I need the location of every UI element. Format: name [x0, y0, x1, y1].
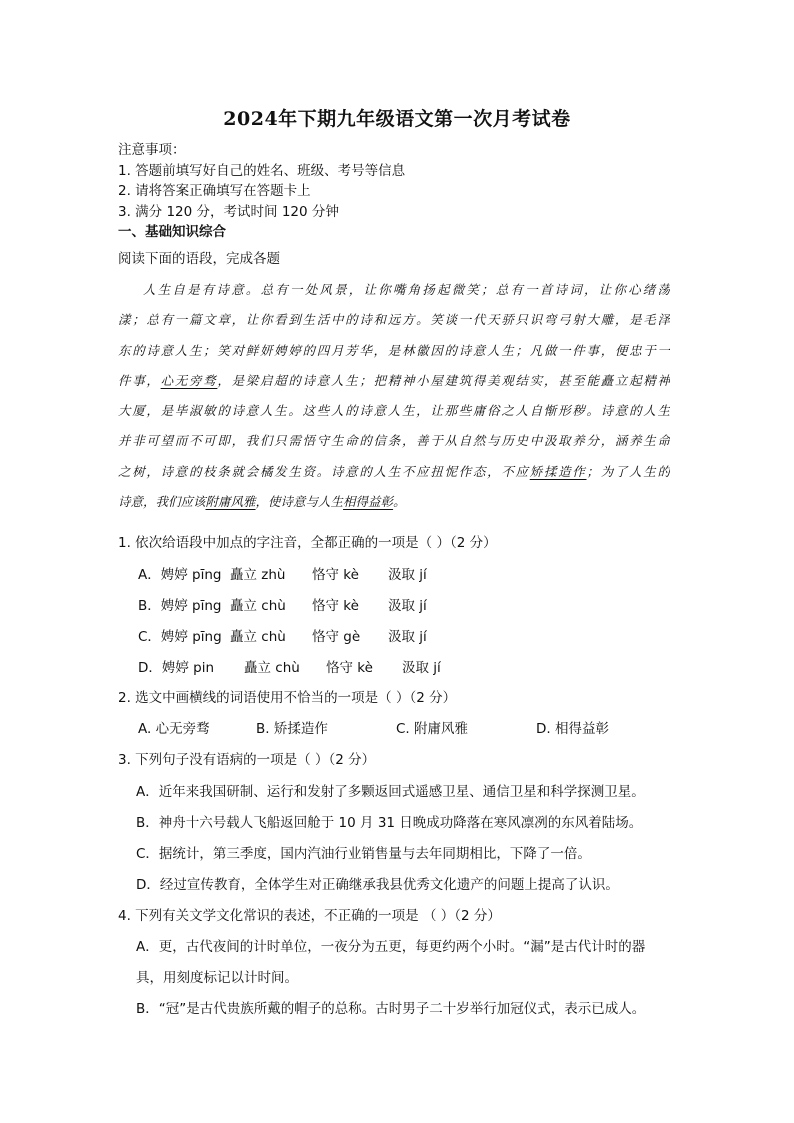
passage-text: 并非可望而不可即，我们只需悟守生命的信条，善于从自然与历史中汲取养分，涵养生命: [118, 433, 670, 449]
question-4-stem: 4. 下列有关文学文化常识的表述，不正确的一项是 （ ）（2 分）: [118, 908, 501, 924]
passage-text: 诗意，我们应该: [118, 494, 206, 510]
passage-text: ，使诗意与人生: [255, 494, 344, 510]
passage-text: 东的诗意人生；笑对鲜妍娉婷的四月芳华，是林徽因的诗意人生；凡做一件事，便忠于一: [118, 342, 670, 358]
question-1-option-d[interactable]: [138, 656, 441, 676]
option-part: B．娉婷 pīng: [138, 598, 222, 614]
question-3-option-b[interactable]: B．神舟十六号载人飞船返回舱于 10 月 31 日晚成功降落在寒风凛冽的东风着陆场。: [136, 815, 643, 831]
option-part: 汲取 jí: [388, 598, 427, 614]
option-part: 矗立 zhù: [230, 567, 286, 583]
question-2-option-b[interactable]: B. 矫揉造作: [256, 721, 328, 737]
exam-title: 2024年下期九年级语文第一次月考试卷: [223, 108, 571, 130]
option-part: 汲取 jí: [388, 629, 427, 645]
passage-text: 人生自是有诗意。总有一处风景，让你嘴角扬起微笑；总有一首诗词，让你心绪荡: [143, 282, 670, 297]
option-part: 矗立 chù: [230, 629, 286, 645]
passage-line: [118, 308, 670, 338]
option-part: 汲取 jí: [388, 567, 427, 583]
option-part: 恪守 kè: [312, 598, 359, 614]
section-heading: 一、基础知识综合: [118, 224, 226, 240]
question-2-option-c[interactable]: C. 附庸风雅: [396, 721, 469, 737]
passage-text: ，是梁启超的诗意人生；把精神小屋建筑得美观结实，甚至能矗立起精神: [217, 372, 670, 388]
option-part: 汲取 jí: [402, 660, 441, 676]
question-2-options: [138, 717, 609, 737]
question-3-option-d[interactable]: D．经过宣传教育，全体学生对正确继承我县优秀文化遗产的问题上提高了认识。: [136, 877, 619, 893]
option-part: A．娉婷 pīng: [138, 567, 222, 583]
notes-heading: 注意事项：: [118, 142, 186, 158]
passage-line: [118, 429, 670, 459]
notes-item: 2. 请将答案正确填写在答题卡上: [118, 183, 311, 199]
option-part: 矗立 chù: [244, 660, 300, 676]
question-3-stem: 3. 下列句子没有语病的一项是（ ）（2 分）: [118, 752, 376, 768]
passage-line: [118, 339, 670, 369]
option-part: 恪守 gè: [312, 629, 361, 645]
question-1-stem: 1. 依次给语段中加点的字注音，全都正确的一项是（ ）（2 分）: [118, 535, 497, 551]
option-part: D．娉婷 pin: [138, 660, 215, 676]
question-2-option-d[interactable]: D. 相得益彰: [536, 721, 609, 737]
question-1-option-b[interactable]: [138, 594, 427, 614]
underlined-term: 附庸风雅: [205, 494, 256, 510]
question-4-option-a[interactable]: A．更，古代夜间的计时单位，一夜分为五更，每更约两个小时。“漏”是古代计时的器: [136, 939, 646, 955]
question-4-option-a-cont: 具，用刻度标记以计时间。: [136, 970, 298, 986]
notes-item: 1. 答题前填写好自己的姓名、班级、考号等信息: [118, 162, 406, 179]
reading-passage: [118, 278, 670, 520]
question-1-option-a[interactable]: [138, 563, 427, 583]
question-3-option-a[interactable]: A．近年来我国研制、运行和发射了多颗返回式遥感卫星、通信卫星和科学探测卫星。: [136, 784, 645, 800]
option-part: C．娉婷 pīng: [138, 629, 222, 645]
question-3-option-c[interactable]: C．据统计，第三季度，国内汽油行业销售量与去年同期相比，下降了一倍。: [136, 846, 591, 862]
passage-line: [118, 278, 670, 308]
passage-line: [118, 399, 670, 429]
passage-line: [118, 490, 670, 520]
passage-line: [118, 460, 670, 490]
underlined-term: 矫揉造作: [529, 463, 587, 479]
notes-item: 3. 满分 120 分，考试时间 120 分钟: [118, 203, 339, 220]
option-part: 恪守 kè: [312, 567, 359, 583]
section-instruction: 阅读下面的语段，完成各题: [118, 251, 280, 267]
passage-text: ；为了人生的: [586, 463, 670, 479]
passage-line: [118, 369, 670, 399]
notes-block: [118, 140, 405, 243]
question-2-option-a[interactable]: A. 心无旁骛: [138, 721, 210, 737]
question-1-option-c[interactable]: [138, 625, 427, 645]
passage-text: 大厦，是毕淑敏的诗意人生。这些人的诗意人生，让那些庸俗之人自惭形秽。诗意的人生: [118, 403, 670, 419]
passage-text: 件事，: [118, 372, 161, 388]
underlined-term: 心无旁骛: [160, 372, 218, 388]
underlined-term: 相得益彰: [343, 494, 394, 510]
option-part: 恪守 kè: [326, 660, 373, 676]
question-4-option-b[interactable]: B．“冠”是古代贵族所戴的帽子的总称。古时男子二十岁举行加冠仪式，表示已成人。: [136, 1001, 646, 1017]
passage-text: 漾；总有一篇文章，让你看到生活中的诗和远方。笑谈一代天骄只识弯弓射大雕，是毛泽: [118, 312, 670, 328]
passage-text: 。: [393, 494, 406, 510]
question-2-stem: 2. 选文中画横线的词语使用不恰当的一项是（ ）（2 分）: [118, 690, 457, 706]
option-part: 矗立 chù: [230, 598, 286, 614]
passage-text: 之树，诗意的枝条就会橘发生资。诗意的人生不应扭怩作态，不应: [118, 463, 530, 479]
